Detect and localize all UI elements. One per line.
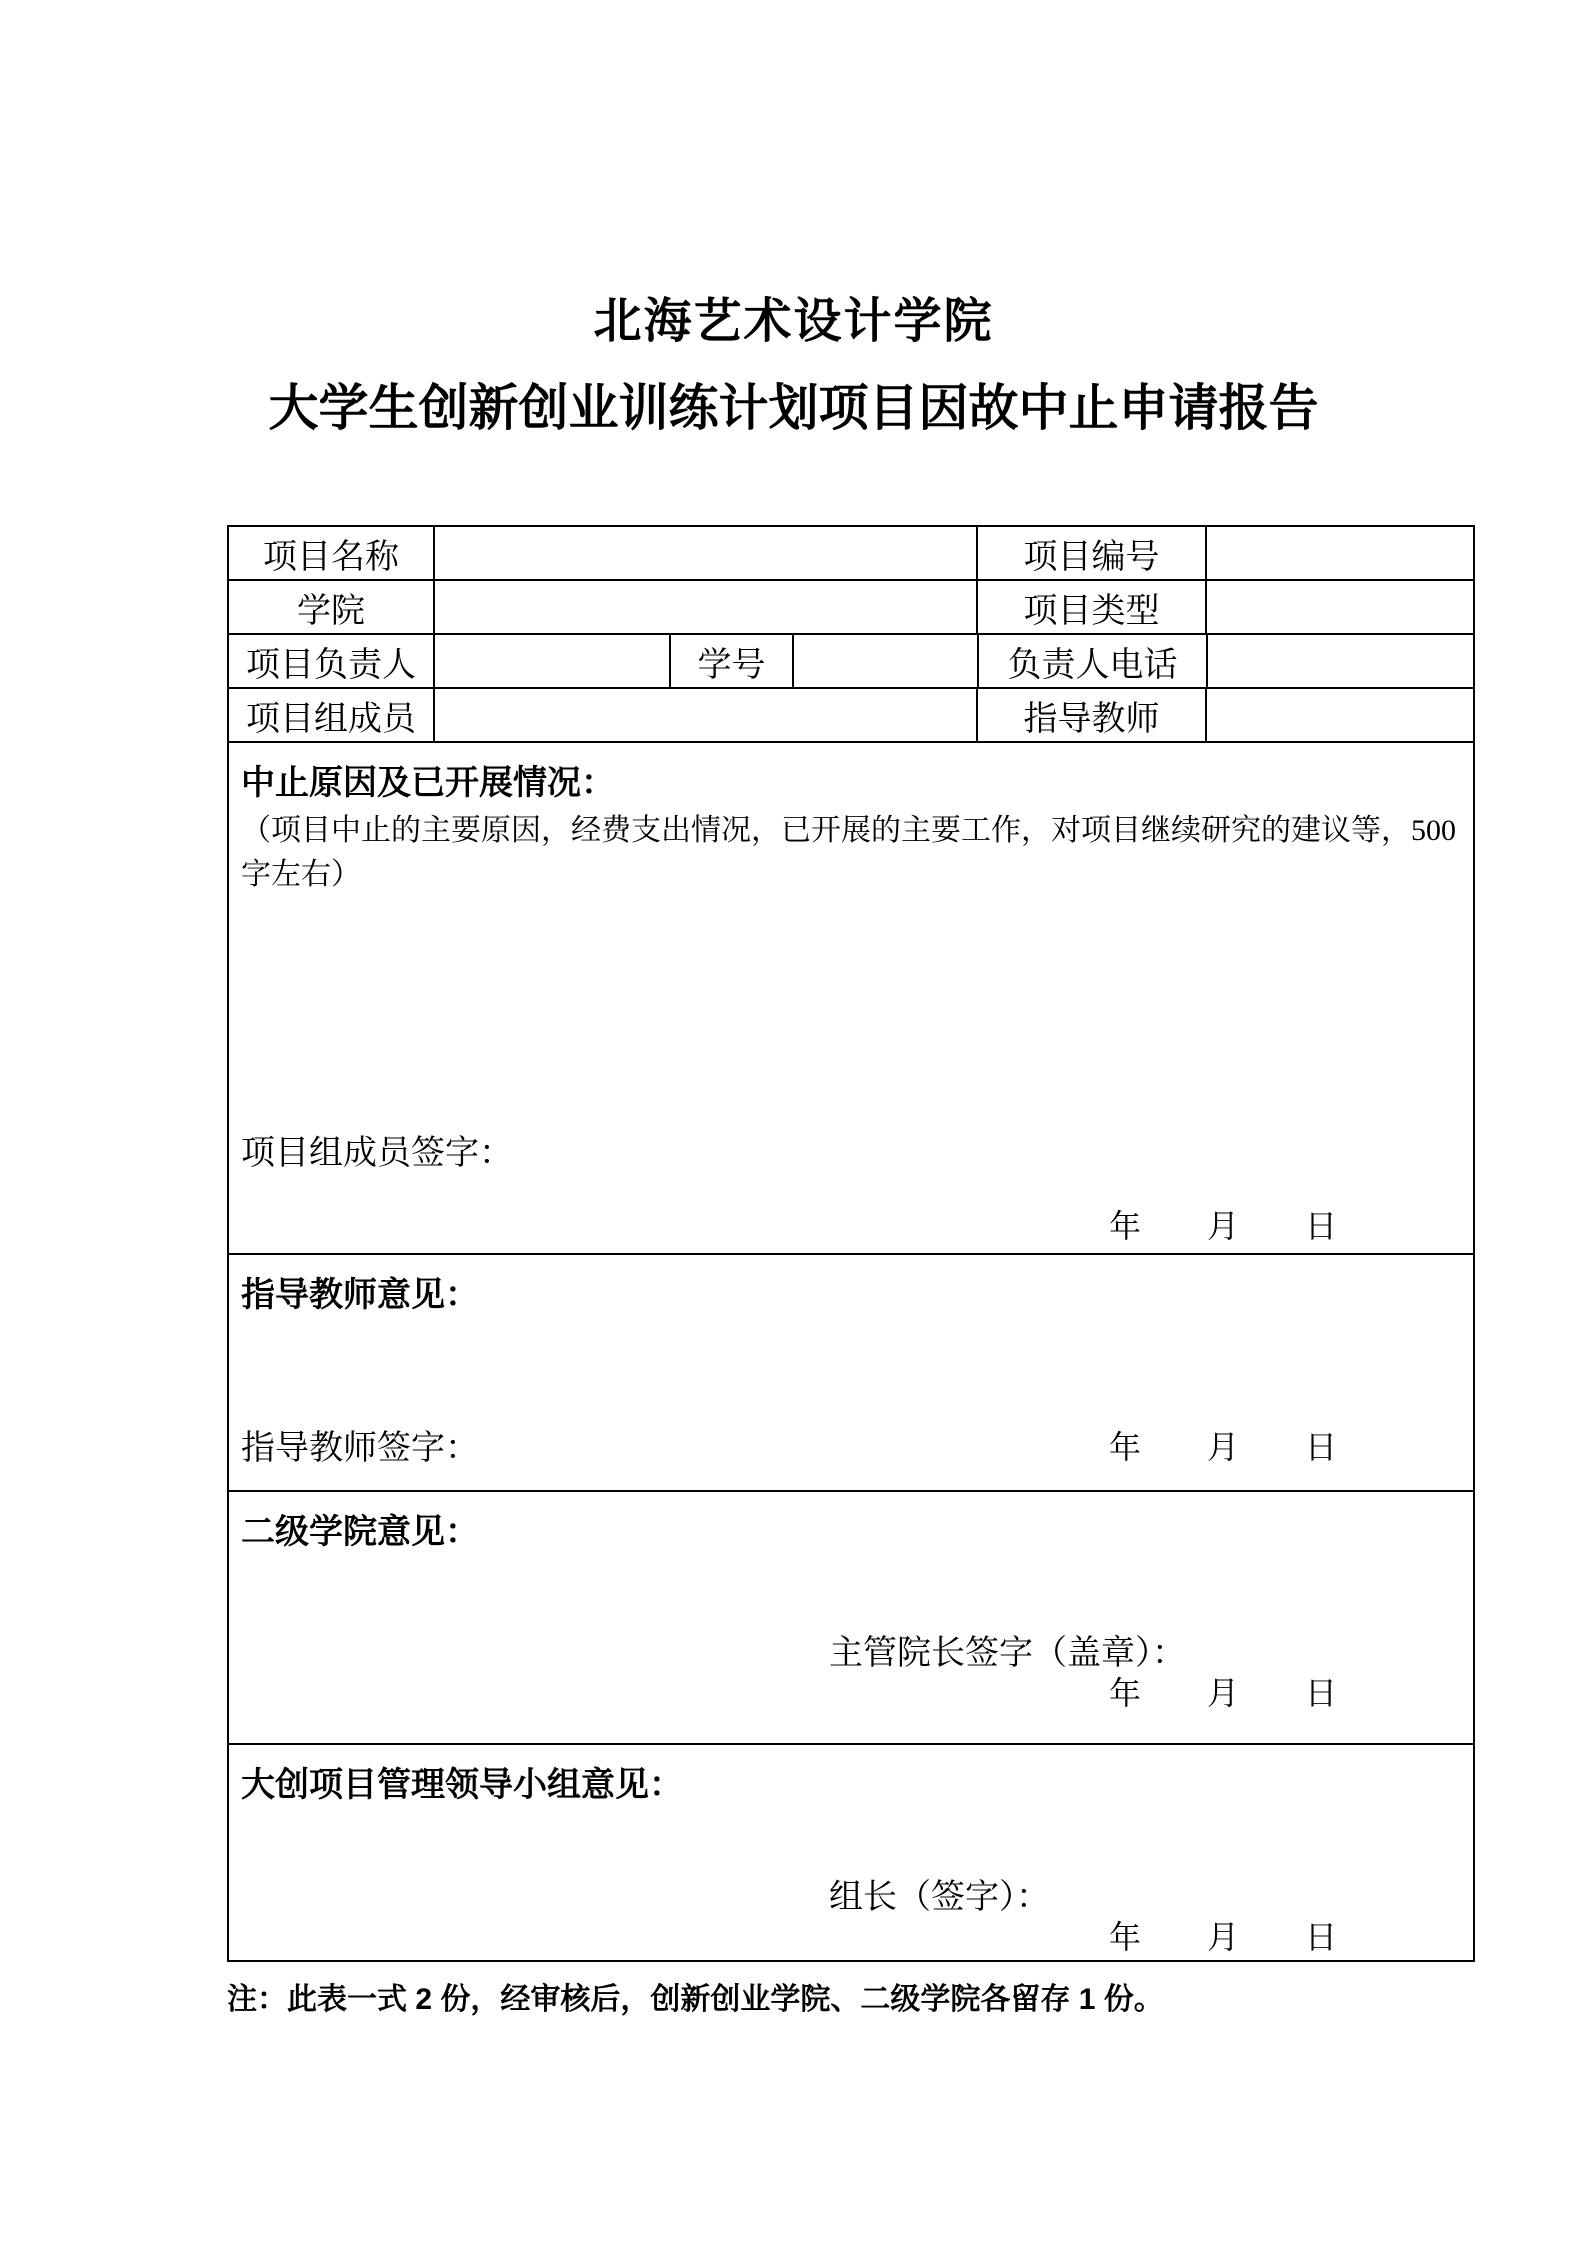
leader-phone-label: 负责人电话: [979, 635, 1208, 687]
advisor-label: 指导教师: [978, 689, 1207, 741]
day-label: 日: [1305, 1208, 1338, 1244]
advisor-field[interactable]: [1207, 689, 1473, 741]
table-row: [229, 635, 1473, 689]
advisor-opinion-content-area[interactable]: [229, 1315, 1473, 1410]
application-form-table: [227, 525, 1475, 1962]
leader-phone-field[interactable]: [1208, 635, 1473, 687]
year-label: 年: [1109, 1675, 1142, 1711]
project-members-label: 项目组成员: [229, 689, 435, 741]
project-name-field[interactable]: [435, 527, 978, 579]
project-members-field[interactable]: [435, 689, 978, 741]
advisor-opinion-heading: 指导教师意见：: [241, 1276, 479, 1314]
day-label: 日: [1305, 1919, 1338, 1955]
termination-reason-heading: 中止原因及已开展情况：: [241, 764, 615, 802]
form-title: 大学生创新创业训练计划项目因故中止申请报告: [268, 380, 1319, 436]
table-row: [229, 689, 1473, 743]
termination-reason-section: [229, 743, 1473, 1255]
school-title: 北海艺术设计学院: [593, 295, 994, 348]
termination-reason-hint: （项目中止的主要原因，经费支出情况，已开展的主要工作，对项目继续研究的建议等，500 字左右）: [241, 814, 1456, 891]
year-label: 年: [1109, 1919, 1142, 1955]
day-label: 日: [1305, 1429, 1338, 1465]
dean-signature-label: 主管院长签字（盖章）：: [829, 1635, 1186, 1672]
month-label: 月: [1207, 1919, 1240, 1955]
college-field[interactable]: [435, 581, 978, 633]
day-label: 日: [1305, 1675, 1338, 1711]
footnote-note: 注：此表一式 2 份，经审核后，创新创业学院、二级学院各留存 1 份。: [227, 1983, 1164, 2016]
project-name-label: 项目名称: [229, 527, 435, 579]
student-id-field[interactable]: [794, 635, 979, 687]
month-label: 月: [1207, 1675, 1240, 1711]
advisor-signature-date: [1109, 1422, 1337, 1468]
project-leader-field[interactable]: [435, 635, 671, 687]
group-leader-signature-date: [1109, 1912, 1337, 1958]
student-id-label: 学号: [671, 635, 794, 687]
month-label: 月: [1207, 1208, 1240, 1244]
advisor-opinion-section: [229, 1255, 1473, 1492]
termination-reason-content-area[interactable]: [229, 853, 1473, 1113]
project-number-label: 项目编号: [978, 527, 1207, 579]
year-label: 年: [1109, 1429, 1142, 1465]
members-signature-date: [1109, 1201, 1337, 1247]
leading-group-opinion-heading: 大创项目管理领导小组意见：: [241, 1766, 683, 1804]
dean-signature-date: [1109, 1668, 1337, 1714]
group-leader-signature-label: 组长（签字）：: [829, 1879, 1050, 1916]
project-type-label: 项目类型: [978, 581, 1207, 633]
project-number-field[interactable]: [1207, 527, 1473, 579]
table-row: [229, 527, 1473, 581]
college-opinion-section: [229, 1492, 1473, 1745]
table-row: [229, 581, 1473, 635]
year-label: 年: [1109, 1208, 1142, 1244]
leading-group-opinion-content-area[interactable]: [229, 1805, 1473, 1865]
project-type-field[interactable]: [1207, 581, 1473, 633]
members-signature-label: 项目组成员签字：: [241, 1135, 513, 1172]
college-opinion-content-area[interactable]: [229, 1552, 1473, 1622]
advisor-signature-label: 指导教师签字：: [241, 1430, 479, 1467]
leading-group-opinion-section: [229, 1745, 1473, 1960]
college-label: 学院: [229, 581, 435, 633]
month-label: 月: [1207, 1429, 1240, 1465]
college-opinion-heading: 二级学院意见：: [241, 1513, 479, 1551]
project-leader-label: 项目负责人: [229, 635, 435, 687]
